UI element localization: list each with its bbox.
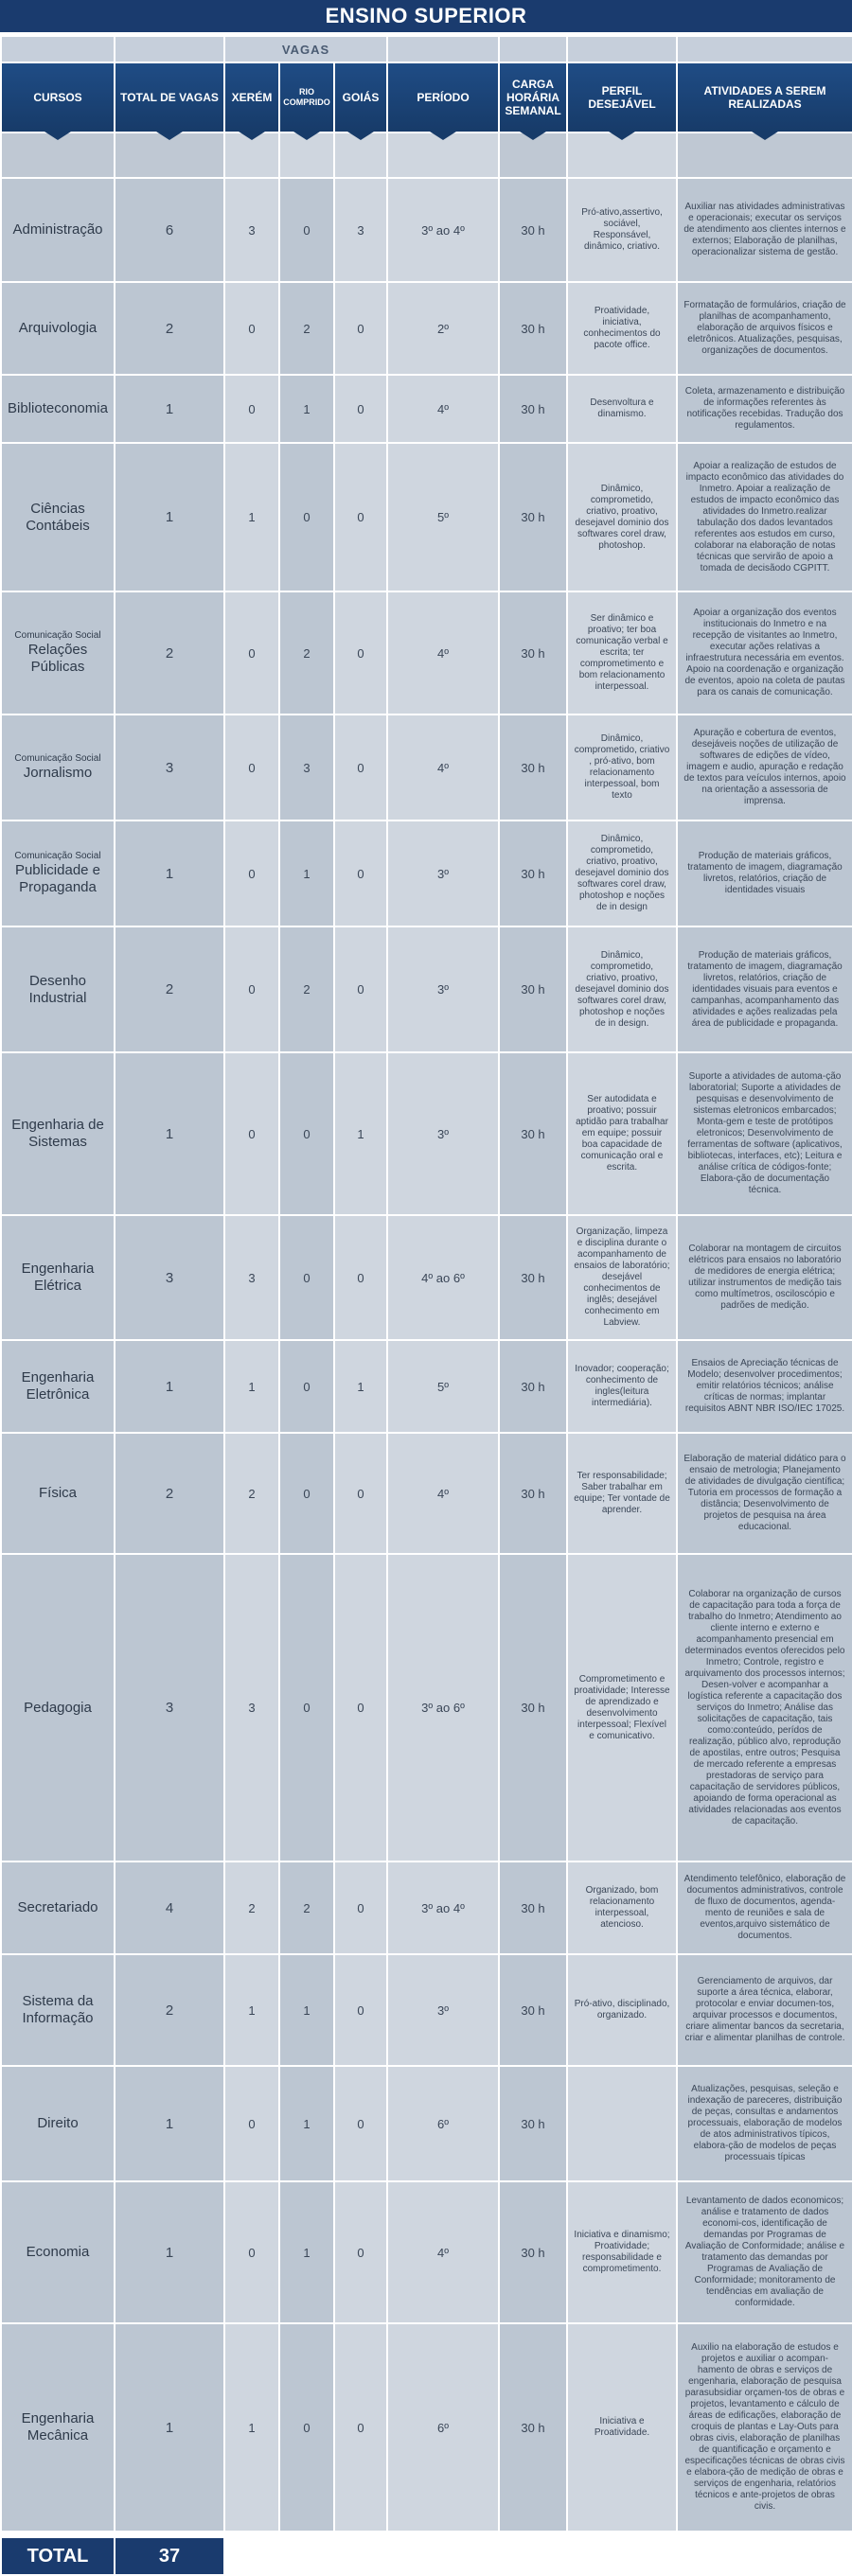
periodo-cell: 3º ao 6º [387, 1554, 499, 1861]
table-row [1, 1052, 852, 1215]
course-cell [1, 1340, 115, 1433]
goias-cell: 0 [334, 2066, 387, 2181]
perfil-cell [567, 2066, 677, 2181]
rio-comprido-cell: 2 [279, 591, 334, 715]
xerem-cell: 1 [224, 1954, 279, 2066]
goias-cell: 0 [334, 820, 387, 926]
rio-comprido-cell: 2 [279, 1861, 334, 1954]
xerem-cell: 1 [224, 443, 279, 591]
total-value: 37 [115, 2537, 224, 2575]
perfil-cell: Iniciativa e dinamismo; Proatividade; responsabilidade e comprometimento. [567, 2181, 677, 2323]
carga-cell: 30 h [499, 2066, 567, 2181]
goias-cell: 0 [334, 2181, 387, 2323]
atividades-cell: Coleta, armazenamento e distribuição de informações referentes às notificações recebidas. Tradução dos regulamentos. [677, 375, 852, 443]
atividades-cell: Colaborar na montagem de circuitos elétricos para ensaios no laboratório de medidores de energia elétrica; utilizar instrumentos de medição tais como multímetros, osciloscópio e padrões de medição. [677, 1215, 852, 1340]
course-name: Desenho Industrial [28, 972, 87, 1006]
total-vagas-cell: 1 [115, 1052, 224, 1215]
total-vagas-cell: 1 [115, 2181, 224, 2323]
rio-comprido-cell: 1 [279, 2181, 334, 2323]
carga-cell: 30 h [499, 1861, 567, 1954]
table-row [1, 1554, 852, 1861]
perfil-cell: Dinâmico, comprometido, criativo, proativo, desejavel dominio dos softwares corel draw, photoshop e noções de in design. [567, 926, 677, 1052]
table-row [1, 820, 852, 926]
page-title: ENSINO SUPERIOR [0, 0, 852, 35]
table-row [1, 1340, 852, 1433]
perfil-cell: Organizado, bom relacionamento interpessoal, atencioso. [567, 1861, 677, 1954]
vagas-group-label: VAGAS [224, 36, 387, 62]
goias-cell: 0 [334, 1554, 387, 1861]
goias-cell: 3 [334, 178, 387, 282]
xerem-cell: 0 [224, 715, 279, 820]
perfil-cell: Ter responsabilidade; Saber trabalhar em equipe; Ter vontade de aprender. [567, 1433, 677, 1554]
course-cell [1, 2323, 115, 2532]
periodo-cell: 4º [387, 375, 499, 443]
course-name: Administração [12, 221, 103, 238]
table-row [1, 1861, 852, 1954]
atividades-cell: Elaboração de material didático para o ensaio de metrologia; Planejamento de atividades de divulgação científica; Tutoria em processos de formação a distância; Desenvolvimento de projetos de pesquisa na área educacional. [677, 1433, 852, 1554]
course-name: Pedagogia [24, 1699, 92, 1716]
rio-comprido-cell: 1 [279, 1954, 334, 2066]
atividades-cell: Apuração e cobertura de eventos, desejáveis noções de utilização de softwares de edições de vídeo, imagem e audio, apuração e redação de textos para veículos internos, apoio na orientação a assessoria de imprensa. [677, 715, 852, 820]
course-cell [1, 1052, 115, 1215]
rio-comprido-cell: 1 [279, 820, 334, 926]
course-prefix: Comunicação Social [14, 851, 101, 861]
periodo-cell: 6º [387, 2323, 499, 2532]
atividades-cell: Gerenciamento de arquivos, dar suporte a área técnica, elaborar, protocolar e enviar documen-tos, arquivar processos e documentos, criare alimentar bancos da secretaria, criar e alimentar planilhas de controle. [677, 1954, 852, 2066]
total-vagas-cell: 4 [115, 1861, 224, 1954]
goias-cell: 1 [334, 1052, 387, 1215]
table-row [1, 178, 852, 282]
total-vagas-cell: 2 [115, 1433, 224, 1554]
header-periodo: PERÍODO [387, 62, 499, 132]
atividades-cell: Levantamento de dados economicos; análise e tratamento de dados economi-cos, identificação de demandas por Programas de Avaliação de Conformidade; análise e tratamento das demandas por Programas de Avaliação de Conformidade; monitoramento de tendências em avaliação de conformidade. [677, 2181, 852, 2323]
table-row [1, 715, 852, 820]
total-blank [224, 2537, 852, 2575]
carga-cell: 30 h [499, 591, 567, 715]
carga-cell: 30 h [499, 1052, 567, 1215]
atividades-cell: Auxilio na elaboração de estudos e projetos e auxiliar o acompan-hamento de obras e serviços de engenharia, elaboração de pesquisa parasubsidiar orçamen-tos de obras e projetos, levantamento e cálculo de áreas de edificações, elaboração de croquis de plantas e Lay-Outs para obras civis, elaboração de planilhas de quantificação e orçamento e especificações técnicas de obras civis e elabora-ção de medição de obras e serviços de engenharia, relatórios técnicos e ante-projetos de obras civis. [677, 2323, 852, 2532]
carga-cell: 30 h [499, 1954, 567, 2066]
total-vagas-cell: 6 [115, 178, 224, 282]
table-row [1, 591, 852, 715]
table-row [1, 1433, 852, 1554]
xerem-cell: 0 [224, 2066, 279, 2181]
perfil-cell: Ser autodidata e proativo; possuir aptidão para trabalhar em equipe; possuir boa capacidade de comunicação oral e escrita. [567, 1052, 677, 1215]
carga-cell: 30 h [499, 820, 567, 926]
header-row [1, 62, 852, 132]
course-prefix: Comunicação Social [14, 630, 101, 641]
course-name: Jornalismo [23, 765, 93, 781]
table-body [1, 178, 852, 2532]
course-name: Engenharia Elétrica [21, 1261, 95, 1294]
course-name: Economia [26, 2244, 90, 2260]
total-vagas-cell: 2 [115, 282, 224, 375]
goias-cell: 0 [334, 926, 387, 1052]
atividades-cell: Colaborar na organização de cursos de capacitação para toda a força de trabalho do Inmetro; Atendimento ao cliente interno e externo e acompanhamento presencial em determinados eventos oferecidos pelo Inmetro; Controle, registro e arquivamento dos processos internos; Desen-volver e acompanhar a logística referente a capacitação dos serviços do Inmetro; Análise das solicitações de capacitação, tais como:conteúdo, perídos de realização, público alvo, reprodução de apostilas, entre outros; Pesquisa de mercado referente a empresas prestadoras de serviço para capacitação de servidores públicos, apoiando de forma operacional as atividades relacionadas aos eventos de capacitação. [677, 1554, 852, 1861]
course-cell [1, 1954, 115, 2066]
course-cell [1, 1215, 115, 1340]
course-cell [1, 1861, 115, 1954]
table-row [1, 2323, 852, 2532]
carga-cell: 30 h [499, 282, 567, 375]
course-name: Engenharia Mecânica [21, 2410, 95, 2444]
rio-comprido-cell: 1 [279, 375, 334, 443]
perfil-cell: Inovador; cooperação; conhecimento de ingles(leitura intermediária). [567, 1340, 677, 1433]
table-row [1, 375, 852, 443]
blank-head [677, 36, 852, 62]
table-row [1, 282, 852, 375]
rio-comprido-cell: 0 [279, 1554, 334, 1861]
course-cell [1, 1554, 115, 1861]
carga-cell: 30 h [499, 443, 567, 591]
periodo-cell: 3º [387, 820, 499, 926]
total-vagas-cell: 1 [115, 375, 224, 443]
xerem-cell: 0 [224, 926, 279, 1052]
header-atividades: ATIVIDADES A SEREM REALIZADAS [677, 62, 852, 132]
carga-cell: 30 h [499, 1554, 567, 1861]
carga-cell: 30 h [499, 715, 567, 820]
perfil-cell: Proatividade, iniciativa, conhecimentos do pacote office. [567, 282, 677, 375]
course-cell [1, 2066, 115, 2181]
xerem-cell: 0 [224, 2181, 279, 2323]
perfil-cell: Pró-ativo,assertivo, sociável, Responsável, dinâmico, criativo. [567, 178, 677, 282]
table-row [1, 1215, 852, 1340]
carga-cell: 30 h [499, 1433, 567, 1554]
carga-cell: 30 h [499, 178, 567, 282]
course-name: Secretariado [17, 1899, 98, 1915]
total-vagas-cell: 1 [115, 2323, 224, 2532]
goias-cell: 0 [334, 1861, 387, 1954]
course-cell [1, 375, 115, 443]
xerem-cell: 0 [224, 591, 279, 715]
table-row [1, 2066, 852, 2181]
goias-cell: 0 [334, 1433, 387, 1554]
course-cell [1, 820, 115, 926]
perfil-cell: Dinâmico, comprometido, criativo , pró-ativo, bom relacionamento interpessoal, bom texto [567, 715, 677, 820]
total-vagas-cell: 2 [115, 1954, 224, 2066]
rio-comprido-cell: 0 [279, 1340, 334, 1433]
perfil-cell: Dinâmico, comprometido, criativo, proativo, desejavel dominio dos softwares corel draw, photoshop. [567, 443, 677, 591]
header-spacer-row [1, 132, 852, 178]
xerem-cell: 1 [224, 1340, 279, 1433]
atividades-cell: Apoiar a realização de estudos de impacto econômico das atividades do Inmetro. Apoiar a realização de estudos de impacto econômico das atividades do Inmetro.realizar tabulação dos dados levantados referentes aos estudos em curso, colaborar na elaboração de notas técnicas que servirão de apoio a tomada de decisãodo CGPITT. [677, 443, 852, 591]
periodo-cell: 5º [387, 1340, 499, 1433]
perfil-cell: Organização, limpeza e disciplina durante o acompanhamento de ensaios de laboratório; desejável conhecimentos de inglês; desejável conhecimento em Labview. [567, 1215, 677, 1340]
xerem-cell: 0 [224, 1052, 279, 1215]
rio-comprido-cell: 0 [279, 1433, 334, 1554]
total-row [1, 2537, 852, 2575]
rio-comprido-cell: 1 [279, 2066, 334, 2181]
xerem-cell: 0 [224, 375, 279, 443]
atividades-cell: Apoiar a organização dos eventos institucionais do Inmetro e na recepção de visitantes ao Inmetro, executar ações relativas a infraestrutura necessária em eventos. Apoio na coordenação e organização de eventos, apoio na coleta de pautas para os canais de comunicação. [677, 591, 852, 715]
xerem-cell: 3 [224, 178, 279, 282]
total-vagas-cell: 1 [115, 1340, 224, 1433]
table-row [1, 926, 852, 1052]
course-prefix: Comunicação Social [14, 753, 101, 764]
course-name: Relações Públicas [27, 642, 88, 675]
total-vagas-cell: 3 [115, 1215, 224, 1340]
perfil-cell: Dinâmico, comprometido, criativo, proativo, desejavel dominio dos softwares corel draw, photoshop e noções de in design [567, 820, 677, 926]
total-vagas-cell: 3 [115, 715, 224, 820]
xerem-cell: 3 [224, 1554, 279, 1861]
carga-cell: 30 h [499, 375, 567, 443]
goias-cell: 1 [334, 1340, 387, 1433]
course-name: Direito [37, 2115, 79, 2131]
total-vagas-cell: 2 [115, 926, 224, 1052]
course-name: Física [38, 1485, 77, 1501]
course-name: Arquivologia [18, 320, 98, 336]
course-name: Engenharia de Sistemas [11, 1117, 104, 1150]
blank-head [499, 36, 567, 62]
periodo-cell: 3º ao 4º [387, 1861, 499, 1954]
blank-head [387, 36, 499, 62]
course-name: Publicidade e Propaganda [14, 862, 101, 895]
course-cell [1, 926, 115, 1052]
periodo-cell: 3º [387, 1954, 499, 2066]
atividades-cell: Produção de materiais gráficos, tratamento de imagem, diagramação livretos, relatórios, criação de identidades visuais [677, 820, 852, 926]
rio-comprido-cell: 3 [279, 715, 334, 820]
xerem-cell: 3 [224, 1215, 279, 1340]
atividades-cell: Produção de materiais gráficos, tratamento de imagem, diagramação livretos, relatórios, criação de identidades visuais para eventos e campanhas, acompanhamento das atividades e ações realizadas pela área de publicidade e propaganda. [677, 926, 852, 1052]
total-vagas-cell: 1 [115, 820, 224, 926]
rio-comprido-cell: 2 [279, 926, 334, 1052]
periodo-cell: 3º [387, 926, 499, 1052]
atividades-cell: Ensaios de Apreciação técnicas de Modelo; desenvolver procedimentos; emitir relatórios técnicos; análise críticas de normas; implantar requisitos ABNT NBR ISO/IEC 17025. [677, 1340, 852, 1433]
perfil-cell: Iniciativa e Proatividade. [567, 2323, 677, 2532]
course-name: Sistema da Informação [22, 1993, 94, 2026]
header-goias: GOIÁS [334, 62, 387, 132]
periodo-cell: 4º [387, 1433, 499, 1554]
course-cell [1, 591, 115, 715]
goias-cell: 0 [334, 375, 387, 443]
course-cell [1, 715, 115, 820]
perfil-cell: Comprometimento e proatividade; Interesse de aprendizado e desenvolvimento interpessoal; Flexível e comunicativo. [567, 1554, 677, 1861]
goias-cell: 0 [334, 282, 387, 375]
course-cell [1, 2181, 115, 2323]
goias-cell: 0 [334, 591, 387, 715]
rio-comprido-cell: 0 [279, 2323, 334, 2532]
total-vagas-cell: 3 [115, 1554, 224, 1861]
periodo-cell: 5º [387, 443, 499, 591]
atividades-cell: Atualizações, pesquisas, seleção e indexação de pareceres, distribuição de peças, consultas e andamentos processuais, elaboração de modelos de atos administrativos típicos, elabora-ção de modelos de peças processuais típicas [677, 2066, 852, 2181]
periodo-cell: 3º [387, 1052, 499, 1215]
course-cell [1, 282, 115, 375]
atividades-cell: Formatação de formulários, criação de planilhas de acompanhamento, elaboração de arquivos físicos e eletrônicos. Atualizações, pesquisas, organizações de documentos. [677, 282, 852, 375]
course-cell [1, 178, 115, 282]
table-row [1, 443, 852, 591]
rio-comprido-cell: 0 [279, 178, 334, 282]
course-cell [1, 1433, 115, 1554]
periodo-cell: 4º [387, 715, 499, 820]
goias-cell: 0 [334, 443, 387, 591]
goias-cell: 0 [334, 715, 387, 820]
course-name: Engenharia Eletrônica [21, 1369, 95, 1403]
total-vagas-cell: 1 [115, 443, 224, 591]
header-cursos: CURSOS [1, 62, 115, 132]
header-perfil: PERFIL DESEJÁVEL [567, 62, 677, 132]
courses-table [0, 35, 852, 2532]
goias-cell: 0 [334, 1954, 387, 2066]
perfil-cell: Desenvoltura e dinamismo. [567, 375, 677, 443]
periodo-cell: 4º ao 6º [387, 1215, 499, 1340]
rio-comprido-cell: 0 [279, 1215, 334, 1340]
periodo-cell: 3º ao 4º [387, 178, 499, 282]
goias-cell: 0 [334, 1215, 387, 1340]
atividades-cell: Suporte a atividades de automa-ção laboratorial; Suporte a atividades de pesquisas e desenvolvimento de sistemas eletronicos embarcados; Monta-gem e teste de protótipos eletronicos; Desenvolvimento de ferramentas de software (aplicativos, bibliotecas, interfaces, etc); Leitura e análise crítica de códigos-fonte; Elabora-ção de documentação técnica. [677, 1052, 852, 1215]
carga-cell: 30 h [499, 1340, 567, 1433]
table-row [1, 1954, 852, 2066]
xerem-cell: 0 [224, 282, 279, 375]
perfil-cell: Pró-ativo, disciplinado, organizado. [567, 1954, 677, 2066]
atividades-cell: Atendimento telefônico, elaboração de documentos administrativos, controle de fluxo de documentos, agenda-mento de reuniões e sala de eventos,arquivo sistemático de documentos. [677, 1861, 852, 1954]
course-cell [1, 443, 115, 591]
perfil-cell: Ser dinâmico e proativo; ter boa comunicação verbal e escrita; ter comprometimento e bom relacionamento interpessoal. [567, 591, 677, 715]
table-row [1, 2181, 852, 2323]
xerem-cell: 2 [224, 1861, 279, 1954]
xerem-cell: 1 [224, 2323, 279, 2532]
atividades-cell: Auxiliar nas atividades administrativas e operacionais; executar os serviços de atendimento aos clientes internos e externos; Elaboração de planilhas, operacionalizar sistema de gestão. [677, 178, 852, 282]
rio-comprido-cell: 2 [279, 282, 334, 375]
header-xerem: XERÉM [224, 62, 279, 132]
header-total: TOTAL DE VAGAS [115, 62, 224, 132]
blank-head [1, 36, 115, 62]
rio-comprido-cell: 0 [279, 1052, 334, 1215]
periodo-cell: 4º [387, 591, 499, 715]
total-label: TOTAL [1, 2537, 115, 2575]
total-table [0, 2536, 852, 2576]
blank-head [567, 36, 677, 62]
vagas-group-row [1, 36, 852, 62]
carga-cell: 30 h [499, 2323, 567, 2532]
header-rio-comprido: RIO COMPRIDO [279, 62, 334, 132]
goias-cell: 0 [334, 2323, 387, 2532]
periodo-cell: 4º [387, 2181, 499, 2323]
periodo-cell: 6º [387, 2066, 499, 2181]
course-name: Biblioteconomia [8, 400, 108, 416]
carga-cell: 30 h [499, 2181, 567, 2323]
carga-cell: 30 h [499, 1215, 567, 1340]
header-carga: CARGA HORÁRIA SEMANAL [499, 62, 567, 132]
rio-comprido-cell: 0 [279, 443, 334, 591]
blank-head [115, 36, 224, 62]
periodo-cell: 2º [387, 282, 499, 375]
xerem-cell: 0 [224, 820, 279, 926]
total-vagas-cell: 2 [115, 591, 224, 715]
carga-cell: 30 h [499, 926, 567, 1052]
course-name: Ciências Contábeis [26, 500, 90, 534]
total-vagas-cell: 1 [115, 2066, 224, 2181]
xerem-cell: 2 [224, 1433, 279, 1554]
